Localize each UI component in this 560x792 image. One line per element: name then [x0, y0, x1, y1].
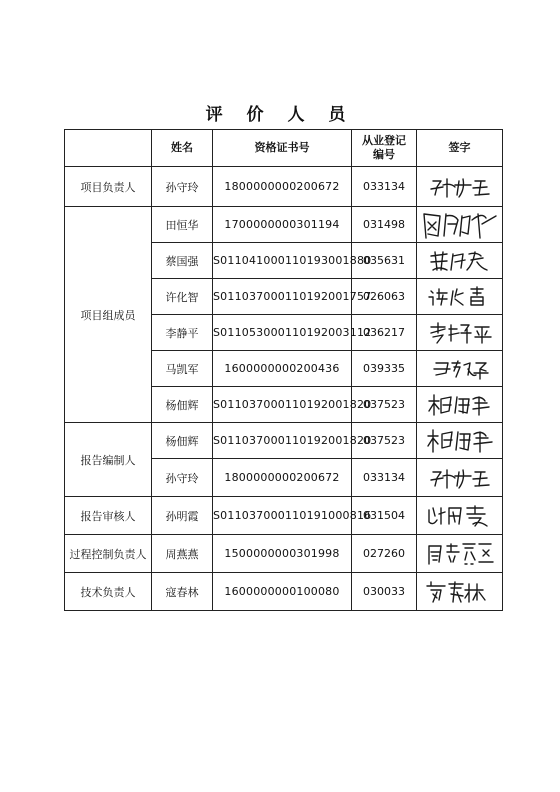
- cert-number: S011053000110192003112: [213, 315, 352, 351]
- person-name: 马凯军: [152, 351, 213, 387]
- person-name: 田恒华: [152, 207, 213, 243]
- role-members: 项目组成员: [65, 207, 152, 423]
- reg-number: 030033: [352, 573, 417, 611]
- table-row: [65, 167, 503, 207]
- reg-number: 036217: [352, 315, 417, 351]
- header-name: 姓名: [152, 130, 213, 167]
- signature-cell: [417, 351, 503, 387]
- table-row: [65, 423, 503, 459]
- role-process: 过程控制负责人: [65, 535, 152, 573]
- handwritten-signature: [425, 321, 495, 345]
- reg-number: 039335: [352, 351, 417, 387]
- cert-number: S011041000110193001880: [213, 243, 352, 279]
- signature-cell: [417, 497, 503, 535]
- signature-cell: [417, 459, 503, 497]
- reg-number: 033134: [352, 167, 417, 207]
- cert-number: S011037000110192001820: [213, 387, 352, 423]
- cert-number: S011037000110191000816: [213, 497, 352, 535]
- page-title: 评 价 人 员: [205, 105, 355, 125]
- header-reg: [352, 130, 417, 167]
- reg-number: 031498: [352, 207, 417, 243]
- reg-number: 033134: [352, 459, 417, 497]
- cert-number: 1800000000200672: [213, 459, 352, 497]
- handwritten-signature: [430, 357, 490, 381]
- handwritten-signature: [425, 248, 495, 274]
- person-name: 许化智: [152, 279, 213, 315]
- table-row: [65, 573, 503, 611]
- person-name: 孙明霞: [152, 497, 213, 535]
- handwritten-signature: [423, 502, 497, 530]
- header-reg-label: 从业登记编号: [362, 134, 406, 161]
- person-name: 杨佃辉: [152, 387, 213, 423]
- role-writer: 报告编制人: [65, 423, 152, 497]
- person-name: 周燕燕: [152, 535, 213, 573]
- table-row: [65, 497, 503, 535]
- cert-number: S011037000110192001757: [213, 279, 352, 315]
- signature-cell: [417, 315, 503, 351]
- handwritten-signature: [425, 173, 495, 201]
- handwritten-signature: [425, 464, 495, 492]
- header-cert: 资格证书号: [213, 130, 352, 167]
- signature-cell: [417, 207, 503, 243]
- cert-number: 1700000000301194: [213, 207, 352, 243]
- reg-number: 026063: [352, 279, 417, 315]
- role-leader: 项目负责人: [65, 167, 152, 207]
- signature-cell: [417, 279, 503, 315]
- role-tech: 技术负责人: [65, 573, 152, 611]
- reg-number: 037523: [352, 387, 417, 423]
- cert-number: 1600000000100080: [213, 573, 352, 611]
- signature-cell: [417, 243, 503, 279]
- handwritten-signature: [425, 393, 495, 417]
- person-name: 李静平: [152, 315, 213, 351]
- reg-number: 037523: [352, 423, 417, 459]
- person-name: 杨佃辉: [152, 423, 213, 459]
- role-reviewer: 报告审核人: [65, 497, 152, 535]
- table-row: [65, 207, 503, 243]
- handwritten-signature: [425, 578, 495, 606]
- reg-number: 035631: [352, 243, 417, 279]
- cert-number: 1600000000200436: [213, 351, 352, 387]
- person-name: 孙守玲: [152, 459, 213, 497]
- handwritten-signature: [424, 428, 496, 454]
- cert-number: S011037000110192001820: [213, 423, 352, 459]
- signature-cell: [417, 387, 503, 423]
- person-name: 孙守玲: [152, 167, 213, 207]
- person-name: 蔡国强: [152, 243, 213, 279]
- table-header-row: [65, 130, 503, 167]
- handwritten-signature: [420, 210, 500, 240]
- signature-cell: [417, 167, 503, 207]
- signature-cell: [417, 535, 503, 573]
- reg-number: 031504: [352, 497, 417, 535]
- table-row: [65, 535, 503, 573]
- person-name: 寇春林: [152, 573, 213, 611]
- cert-number: 1800000000200672: [213, 167, 352, 207]
- handwritten-signature: [423, 540, 497, 568]
- header-blank: [65, 130, 152, 167]
- cert-number: 1500000000301998: [213, 535, 352, 573]
- signature-cell: [417, 423, 503, 459]
- header-sign: 签字: [417, 130, 503, 167]
- evaluator-table: [64, 129, 503, 611]
- reg-number: 027260: [352, 535, 417, 573]
- signature-cell: [417, 573, 503, 611]
- handwritten-signature: [425, 285, 495, 309]
